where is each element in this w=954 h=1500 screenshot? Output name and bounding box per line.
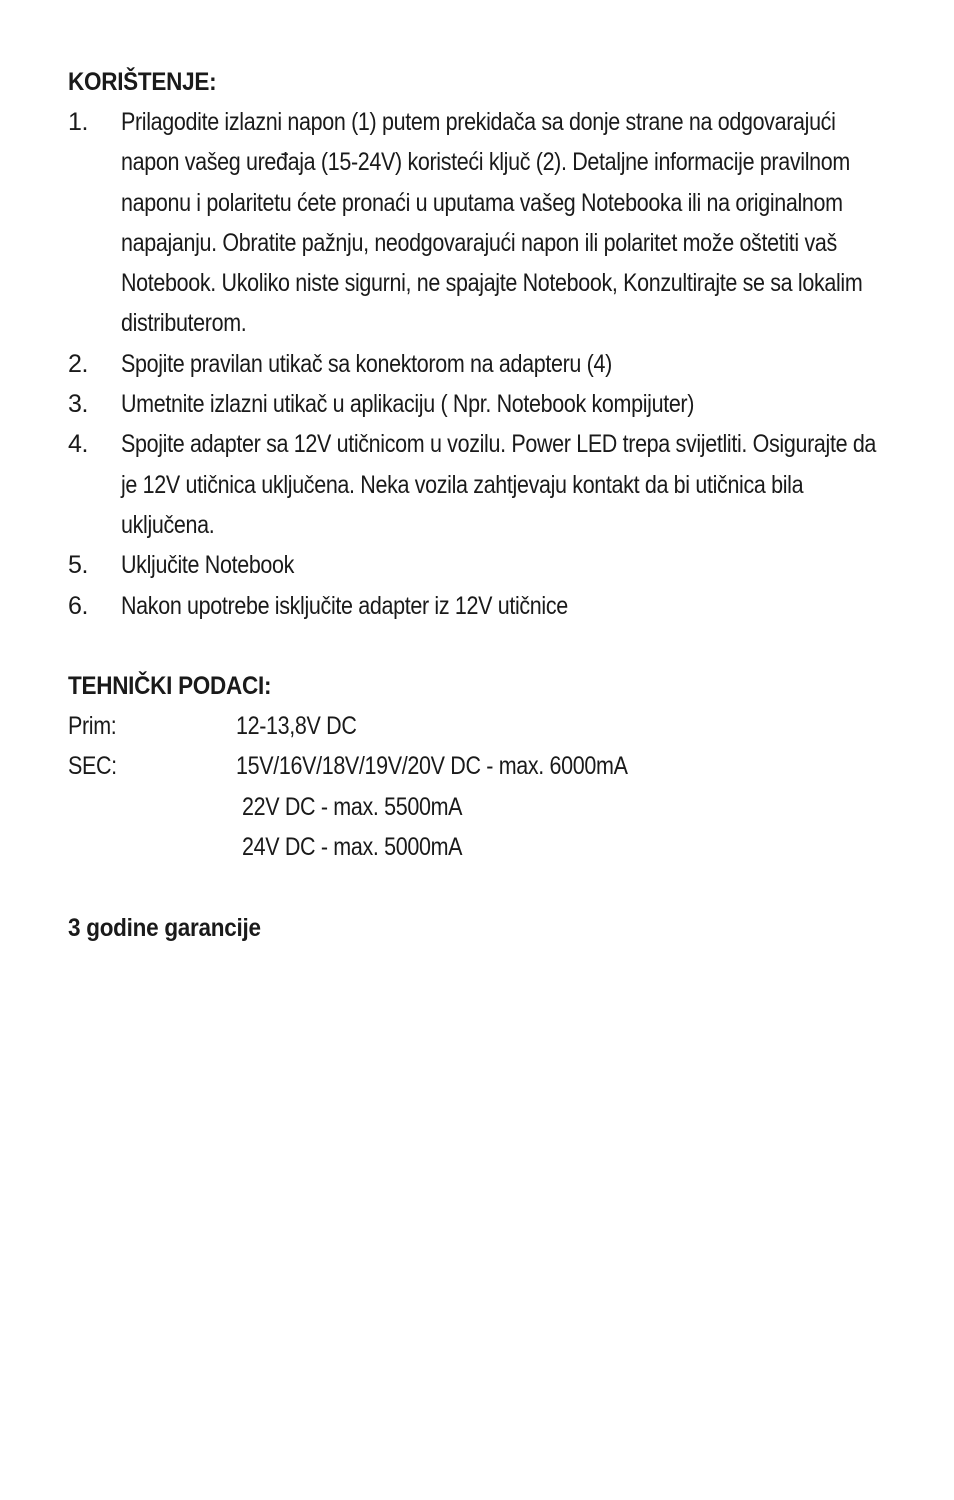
document-page [68,62,898,948]
warranty-text: 3 godine garancije [68,913,261,942]
spec-row-prim [68,706,898,747]
sec-label: SEC: [68,752,117,781]
step-number: 1. [68,108,89,136]
step-number: 3. [68,390,89,419]
spec-row-sec-2 [68,787,898,828]
sec-value: 24V DC - max. 5000mA [242,833,463,862]
step-text: Uključite Notebook [121,551,295,580]
usage-step-2 [68,344,898,384]
step-text: Prilagodite izlazni napon (1) putem prekidača sa donje strane na odgovarajući napon vašeg uređaja (15-24V) koristeći ključ (2). Detaljne informacije pravilnom naponu i polaritetu ćete pronaći u uputama vašeg Notebooka ili na originalnom napajanju. Obratite pažnju, neodgovarajući napon ili polaritet može oštetiti vaš Notebook. Ukoliko niste sigurni, ne spajajte Notebook, Konzultirajte se sa lokalim distributerom. [121,108,863,338]
prim-label: Prim: [68,711,117,740]
step-text: Nakon upotrebe isključite adapter iz 12V utičnice [121,591,568,620]
section-spacer [68,626,898,666]
usage-step-6 [68,586,898,626]
step-text: Spojite pravilan utikač sa konektorom na adapteru (4) [121,349,612,378]
sec-value: 15V/16V/18V/19V/20V DC - max. 6000mA [236,752,628,781]
step-number: 5. [68,551,89,580]
spec-row-sec-3 [68,827,898,868]
usage-step-5 [68,545,898,585]
step-number: 4. [68,430,89,459]
prim-value: 12-13,8V DC [236,711,357,740]
step-text: Umetnite izlazni utikač u aplikaciju ( Npr. Notebook kompijuter) [121,390,695,419]
usage-step-3 [68,384,898,424]
technical-heading: TEHNIČKI PODACI: [68,671,272,700]
usage-step-1 [68,102,898,344]
step-number: 6. [68,591,89,620]
step-number: 2. [68,349,89,378]
usage-steps-list [68,102,898,626]
spec-row-sec [68,746,898,787]
usage-step-4 [68,424,898,545]
section-spacer [68,868,898,908]
step-text: Spojite adapter sa 12V utičnicom u vozilu. Power LED trepa svijetliti. Osigurajte da je 12V utičnica uključena. Neka vozila zahtjevaju kontakt da bi utičnica bila uključena. [121,430,877,539]
usage-heading: KORIŠTENJE: [68,68,217,96]
sec-value: 22V DC - max. 5500mA [242,792,463,821]
